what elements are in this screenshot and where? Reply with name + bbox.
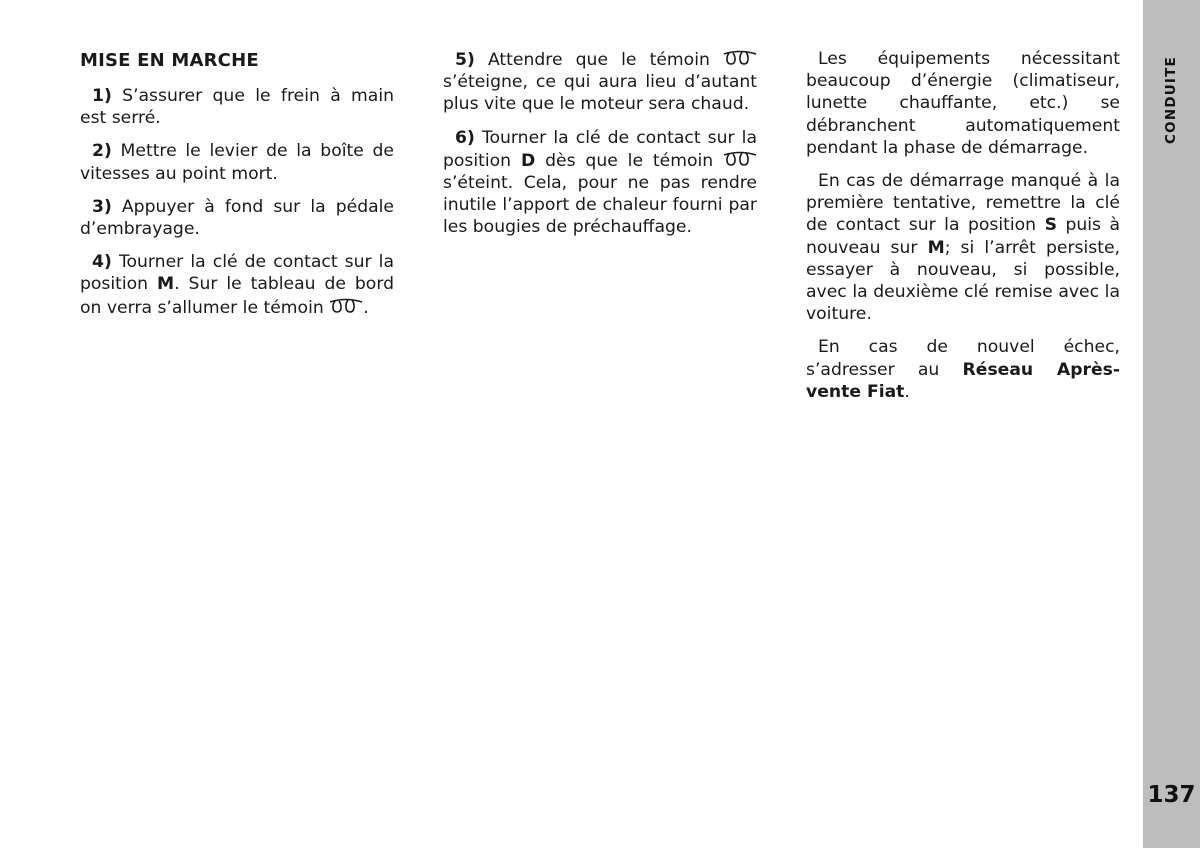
step-number: 6): [455, 127, 475, 148]
glow-plug-icon: [723, 149, 757, 169]
step-text: . Sur le tableau de bord on verra s’allumer le témoin: [80, 274, 394, 318]
paragraph-text: .: [904, 381, 910, 402]
step-number: 5): [455, 50, 475, 70]
section-heading: MISE EN MARCHE: [80, 50, 259, 71]
step-2: [80, 140, 394, 184]
step-text: s’éteint. Cela, pour ne pas rendre inutile l’apport de chaleur fourni par les bougies de préchauffage.: [443, 173, 757, 238]
position-label: S: [1044, 215, 1057, 236]
paragraph-service: [806, 336, 1120, 403]
step-1: [80, 85, 394, 129]
glow-plug-icon: [723, 48, 757, 68]
paragraph-text: puis à nouveau sur: [806, 215, 1121, 258]
paragraph-text: ; si l’arrêt persiste, essayer à nouveau, si possible, avec la deuxième clé remise avec la voiture.: [806, 237, 1121, 325]
paragraph-text: En cas de démarrage manqué à la première tentative, remettre la clé de contact sur la position: [806, 171, 1120, 236]
section-tab-label: CONDUITE: [1163, 56, 1179, 144]
step-number: 4): [92, 252, 112, 273]
paragraph-failed-start: [806, 170, 1120, 325]
step-4: [80, 251, 394, 319]
position-label: D: [520, 150, 536, 171]
step-5: [443, 48, 757, 116]
step-text: Appuyer à fond sur la pédale d’embrayage.: [80, 196, 394, 240]
position-label: M: [157, 274, 175, 295]
position-label: M: [927, 237, 945, 258]
service-network-name: Réseau Après-vente Fiat: [806, 359, 1121, 402]
step-text: .: [363, 297, 369, 318]
glow-plug-icon: [329, 296, 363, 316]
column-right: [806, 48, 1120, 414]
step-text: Tourner la clé de contact sur la position: [443, 127, 757, 171]
step-text: Attendre que le témoin: [487, 50, 710, 70]
step-number: 3): [92, 196, 112, 217]
step-text: S’assurer que le frein à main est serré.: [80, 86, 394, 129]
step-text: Tourner la clé de contact sur la position: [80, 252, 394, 295]
step-number: 2): [92, 141, 112, 162]
column-middle: [443, 48, 757, 250]
page-number: 137: [1147, 782, 1196, 808]
step-text: s’éteigne, ce qui aura lieu d’autant plus vite que le moteur sera chaud.: [443, 72, 757, 115]
step-number: 1): [92, 86, 112, 106]
step-text: dès que le témoin: [545, 150, 714, 171]
paragraph-text: En cas de nouvel échec, s’adresser au: [806, 337, 1120, 380]
column-left: [80, 48, 394, 330]
paragraph-equipment: Les équipements nécessitant beaucoup d’énergie (climatiseur, lunette chauffante, etc.) se débranchent automatiquement pendant la phase de démarrage.: [806, 49, 1120, 158]
step-6: [443, 127, 757, 239]
step-3: [80, 196, 394, 240]
step-text: Mettre le levier de la boîte de vitesses au point mort.: [80, 141, 394, 184]
